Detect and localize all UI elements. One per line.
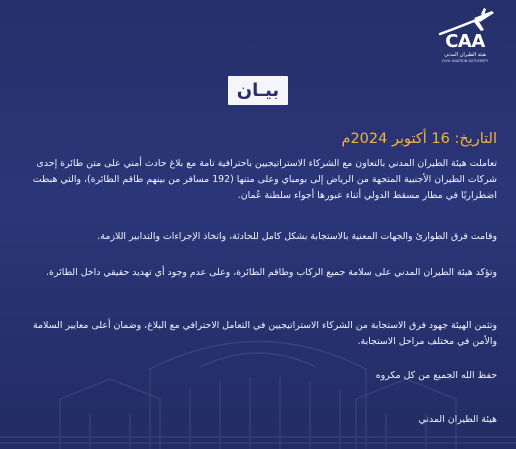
page-title: بيـان [236,79,280,101]
paragraph-safety: وتؤكد هيئة الطيران المدني على سلامة جميع الركاب وطاقم الطائرة، وعلى عدم وجود أي تهديد حقيقي داخل الطائرة. [46,267,497,278]
paragraph-appreciation: وتثمن الهيئة جهود فرق الاستجابة من الشركاء الاستراتيجيين في التعامل الاحترافي مع البلاغ، وضمان أعلى معايير السلامة والأمن في مختلف مراحل الاستجابة. [33,320,497,347]
statement-date: التاريخ: 16 أكتوبر 2024م [341,131,497,147]
heading-box [228,76,288,105]
paragraph-incident: تعاملت هيئة الطيران المدني بالتعاون مع الشركاء الاستراتيجيين باحترافية تامة مع بلاغ حادث أمني على متن طائرة إحدى شركات الطيران الأجنبية المتجهة من الرياض إلى بومباي وعلى متنها (192 مسافر من بينهم طاقم الطائرة)، والتي هبطت اضطراريًا في مطار مسقط الدولي أثناء عبورها أجواء سلطنة عُمان. [32,158,497,201]
signature: هيئة الطيران المدني [418,414,497,425]
logo-name-english: CIVIL AVIATION AUTHORITY [441,59,489,63]
logo-acronym: CAA [445,31,485,52]
paragraph-response: وقامت فرق الطوارئ والجهات المعنية بالاستجابة بشكل كامل للحادثة، واتخاذ الإجراءات والتدابير اللازمة. [97,231,497,242]
logo-name-arabic: هيئة الطيران المدني [444,52,486,58]
closing-line: حفظ الله الجميع من كل مكروه [375,370,497,381]
caa-logo [434,8,496,66]
